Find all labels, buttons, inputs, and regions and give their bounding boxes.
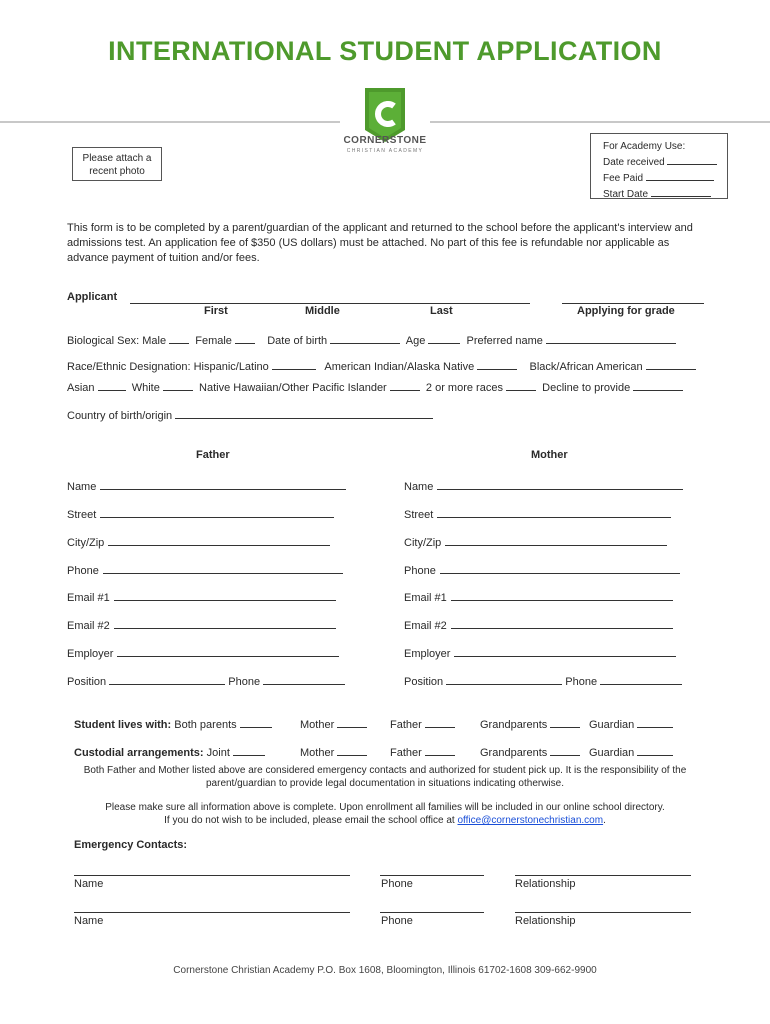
mother-input-field[interactable]: [454, 645, 676, 657]
mother-input-field[interactable]: [451, 617, 673, 629]
sex-label: Biological Sex:: [67, 335, 140, 347]
lives-guardian-label: Guardian: [589, 719, 635, 731]
custody-mother-label: Mother: [300, 747, 335, 759]
custody-mother-field[interactable]: [337, 744, 367, 756]
footer-address: Cornerstone Christian Academy P.O. Box 1608, Bloomington, Illinois 61702-1608 309-662-9900: [173, 965, 597, 976]
lives-guardian-field[interactable]: [637, 716, 673, 728]
mother-row-1: [404, 506, 671, 521]
fee-paid-label: Fee Paid: [603, 173, 644, 184]
lives-grand-field[interactable]: [550, 716, 580, 728]
father-input-field[interactable]: [117, 645, 339, 657]
grade-label: Applying for grade: [577, 305, 675, 317]
two-races-label: 2 or more races: [425, 382, 503, 394]
pacific-label: Native Hawaiian/Other Pacific Islander: [199, 382, 387, 394]
age-field[interactable]: [428, 332, 460, 344]
mother-field-label: Name: [404, 481, 434, 493]
mother-input-field[interactable]: [437, 478, 683, 490]
emergency-note-line2: parent/guardian to provide legal documentation in situations indicating otherwise.: [205, 778, 564, 789]
custody-guardian: [589, 744, 673, 759]
mother-position-label: Position: [404, 676, 444, 688]
father-row-0: [67, 478, 346, 493]
country-row: [67, 407, 433, 422]
ethnicity-row-1: [67, 358, 696, 373]
father-field-label: Email #1: [67, 592, 110, 604]
sex-row: [67, 332, 676, 347]
start-date-label: Start Date: [603, 189, 649, 200]
mother-row-6: [404, 645, 676, 660]
lives-father-label: Father: [390, 719, 422, 731]
father-row-5: [67, 617, 336, 632]
asian-label: Asian: [67, 382, 95, 394]
country-label: Country of birth/origin: [67, 410, 173, 422]
lives-father-field[interactable]: [425, 716, 455, 728]
emergency-note-line1: Both Father and Mother listed above are considered emergency contacts and authorized for student pick up. It is the responsibility of the: [83, 765, 687, 776]
lives-mother-label: Mother: [300, 719, 335, 731]
father-position-phone-field[interactable]: [263, 673, 345, 685]
applicant-name-field[interactable]: [130, 303, 530, 304]
photo-box-line1: Please attach a: [82, 153, 152, 164]
emergency-phone-label-2: Phone: [381, 915, 413, 927]
female-label: Female: [195, 335, 232, 347]
academy-use-box: [590, 133, 728, 199]
lives-with-row: [74, 716, 272, 731]
father-row-4: [67, 589, 336, 604]
emergency-relationship-label-2: Relationship: [515, 915, 576, 927]
mother-position-field[interactable]: [446, 673, 562, 685]
white-label: White: [131, 382, 160, 394]
lives-grand-label: Grandparents: [480, 719, 548, 731]
custody-label: Custodial arrangements:: [74, 747, 204, 759]
directory-note-line1: Please make sure all information above is complete. Upon enrollment all families will be included in our online school directory.: [105, 802, 665, 813]
emergency-phone-field-2[interactable]: [380, 912, 484, 913]
custody-guardian-label: Guardian: [589, 747, 635, 759]
hispanic-field[interactable]: [272, 358, 316, 370]
female-field[interactable]: [235, 332, 255, 344]
mother-field-label: Email #1: [404, 592, 447, 604]
father-position-phone-label: Phone: [228, 676, 261, 688]
dob-field[interactable]: [330, 332, 400, 344]
custody-grand-field[interactable]: [550, 744, 580, 756]
father-input-field[interactable]: [114, 589, 336, 601]
office-email-link[interactable]: office@cornerstonechristian.com: [457, 815, 604, 826]
date-received-label: Date received: [603, 157, 665, 168]
date-received-field[interactable]: [667, 153, 717, 165]
father-field-label: Street: [67, 509, 97, 521]
custody-grand: [480, 744, 580, 759]
lives-mother: [300, 716, 367, 731]
page-title: INTERNATIONAL STUDENT APPLICATION: [108, 36, 662, 66]
photo-box-line2: recent photo: [89, 166, 145, 177]
mother-field-label: Phone: [404, 565, 436, 577]
logo-subtitle: CHRISTIAN ACADEMY: [346, 148, 424, 154]
header-divider-right: [430, 121, 770, 123]
emergency-relationship-label-1: Relationship: [515, 878, 576, 890]
academy-use-heading: For Academy Use:: [603, 141, 686, 152]
emergency-phone-label-1: Phone: [381, 878, 413, 890]
custody-mother: [300, 744, 367, 759]
grade-field[interactable]: [562, 303, 704, 304]
father-field-label: Email #2: [67, 620, 110, 632]
father-position-label: Position: [67, 676, 107, 688]
lives-father: [390, 716, 455, 731]
emergency-contacts-heading: Emergency Contacts:: [74, 839, 188, 851]
emergency-relationship-field-1[interactable]: [515, 875, 691, 876]
emergency-note: [0, 764, 770, 790]
mother-row-0: [404, 478, 683, 493]
mother-field-label: Email #2: [404, 620, 447, 632]
custody-guardian-field[interactable]: [637, 744, 673, 756]
decline-label: Decline to provide: [542, 382, 631, 394]
father-row-1: [67, 506, 334, 521]
custody-father-field[interactable]: [425, 744, 455, 756]
emergency-name-label-2: Name: [74, 915, 104, 927]
custody-father-label: Father: [390, 747, 422, 759]
mother-row-4: [404, 589, 673, 604]
pacific-field[interactable]: [390, 379, 420, 391]
mother-row-3: [404, 562, 680, 577]
mother-field-label: City/Zip: [404, 537, 442, 549]
two-races-field[interactable]: [506, 379, 536, 391]
white-field[interactable]: [163, 379, 193, 391]
father-input-field[interactable]: [114, 617, 336, 629]
mother-row-2: [404, 534, 667, 549]
black-field[interactable]: [646, 358, 696, 370]
mother-field-label: Employer: [404, 648, 451, 660]
emergency-relationship-field-2[interactable]: [515, 912, 691, 913]
mother-input-field[interactable]: [451, 589, 673, 601]
father-row-2: [67, 534, 330, 549]
intro-paragraph: This form is to be completed by a parent/guardian of the applicant and returned to the school before the applicant's interview and admissions test. An application fee of $350 (US dollars) must be attached. No part of this fee is refundable nor applicable as advance payment of tuition and/or fees.: [67, 222, 693, 264]
asian-field[interactable]: [98, 379, 126, 391]
emergency-name-label-1: Name: [74, 878, 104, 890]
emergency-phone-field-1[interactable]: [380, 875, 484, 876]
directory-note-end: .: [603, 815, 606, 826]
father-input-field[interactable]: [108, 534, 330, 546]
middle-name-label: Middle: [305, 305, 340, 317]
native-american-label: American Indian/Alaska Native: [324, 361, 475, 373]
last-name-label: Last: [430, 305, 453, 317]
father-field-label: City/Zip: [67, 537, 105, 549]
decline-field[interactable]: [633, 379, 683, 391]
mother-input-field[interactable]: [445, 534, 667, 546]
custody-joint-field[interactable]: [233, 744, 265, 756]
emergency-name-field-1[interactable]: [74, 875, 350, 876]
father-row-6: [67, 645, 339, 660]
directory-note-line2: If you do not wish to be included, please email the school office at: [164, 815, 455, 826]
father-heading: Father: [196, 449, 230, 461]
ethnicity-row-2: [67, 379, 683, 394]
lives-both-label: Both parents: [174, 719, 237, 731]
directory-note: [0, 801, 770, 827]
father-position-row: [67, 673, 345, 688]
father-position-field[interactable]: [109, 673, 225, 685]
start-date-field[interactable]: [651, 185, 711, 197]
photo-attach-box: [72, 147, 162, 181]
mother-position-row: [404, 673, 682, 688]
father-field-label: Employer: [67, 648, 114, 660]
hispanic-label: Hispanic/Latino: [193, 361, 269, 373]
male-label: Male: [142, 335, 167, 347]
father-row-3: [67, 562, 343, 577]
dob-label: Date of birth: [267, 335, 328, 347]
mother-position-phone-label: Phone: [565, 676, 598, 688]
fee-paid-field[interactable]: [646, 169, 714, 181]
header-divider-left: [0, 121, 340, 123]
country-field[interactable]: [175, 407, 433, 419]
first-name-label: First: [204, 305, 228, 317]
father-input-field[interactable]: [100, 506, 334, 518]
age-label: Age: [405, 335, 426, 347]
mother-heading: Mother: [531, 449, 568, 461]
father-field-label: Phone: [67, 565, 99, 577]
logo-wordmark: CORNERSTONE: [343, 135, 427, 146]
custody-grand-label: Grandparents: [480, 747, 548, 759]
father-input-field[interactable]: [100, 478, 346, 490]
emergency-name-field-2[interactable]: [74, 912, 350, 913]
lives-with-label: Student lives with:: [74, 719, 172, 731]
male-field[interactable]: [169, 332, 189, 344]
ethnicity-label: Race/Ethnic Designation:: [67, 361, 191, 373]
mother-position-phone-field[interactable]: [600, 673, 682, 685]
custody-father: [390, 744, 455, 759]
mother-field-label: Street: [404, 509, 434, 521]
mother-input-field[interactable]: [440, 562, 680, 574]
preferred-name-field[interactable]: [546, 332, 676, 344]
father-input-field[interactable]: [103, 562, 343, 574]
black-label: Black/African American: [529, 361, 643, 373]
custody-row: [74, 744, 265, 759]
preferred-name-label: Preferred name: [466, 335, 543, 347]
mother-row-5: [404, 617, 673, 632]
mother-input-field[interactable]: [437, 506, 671, 518]
custody-joint-label: Joint: [206, 747, 230, 759]
lives-both-field[interactable]: [240, 716, 272, 728]
applicant-label: Applicant: [67, 291, 118, 303]
lives-guardian: [589, 716, 673, 731]
native-american-field[interactable]: [477, 358, 517, 370]
lives-grand: [480, 716, 580, 731]
father-field-label: Name: [67, 481, 97, 493]
lives-mother-field[interactable]: [337, 716, 367, 728]
